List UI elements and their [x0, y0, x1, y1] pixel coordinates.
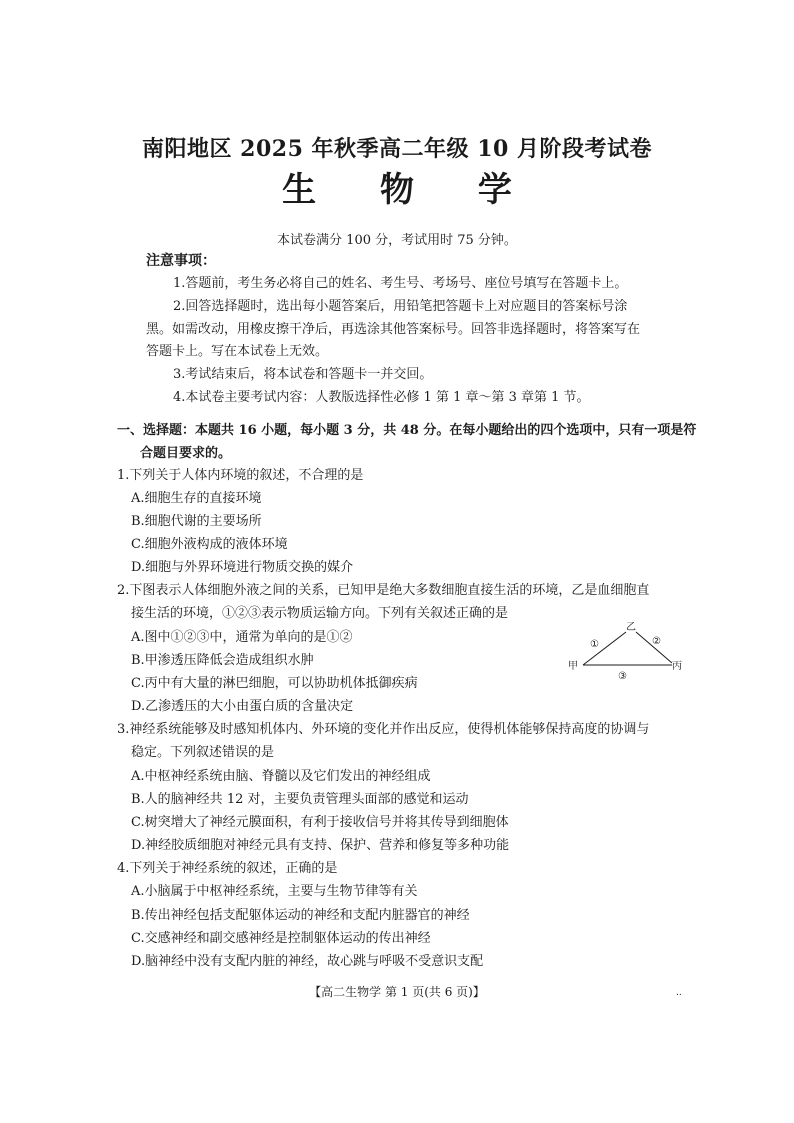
diagram-label-top: 乙 [626, 622, 636, 633]
question-4-stem: 4.下列关于神经系统的叙述，正确的是 [117, 861, 338, 876]
page-footer: 【高二生物学 第 1 页(共 6 页)】 [309, 985, 485, 999]
question-2-option-a: A.图中①②③中，通常为单向的是①② [131, 630, 353, 645]
question-3-option-a: A.中枢神经系统由脑、脊髓以及它们发出的神经组成 [131, 769, 431, 784]
diagram-arrow-1: ① [590, 639, 599, 650]
question-3-option-d: D.神经胶质细胞对神经元具有支持、保护、营养和修复等多种功能 [131, 838, 510, 853]
question-4-option-d: D.脑神经中没有支配内脏的神经，故心跳与呼吸不受意识支配 [131, 954, 484, 969]
notice-line: 1.答题前，考生务必将自己的姓名、考生号、考场号、座位号填写在答题卡上。 [173, 276, 628, 291]
question-4-option-c: C.交感神经和副交感神经是控制躯体运动的传出神经 [131, 931, 431, 946]
diagram-label-right: 丙 [672, 661, 682, 672]
notice-line: 3.考试结束后，将本试卷和答题卡一并交回。 [173, 367, 433, 382]
question-2-stem-cont: 接生活的环境，①②③表示物质运输方向。下列有关叙述正确的是 [131, 606, 509, 621]
notice-line: 黑。如需改动，用橡皮擦干净后，再选涂其他答案标号。回答非选择题时，将答案写在 [146, 322, 641, 337]
notice-line: 答题卡上。写在本试卷上无效。 [146, 344, 329, 359]
diagram-label-left: 甲 [568, 661, 578, 672]
question-3-stem-cont: 稳定。下列叙述错误的是 [131, 745, 275, 760]
notice-heading: 注意事项： [146, 253, 216, 269]
question-2-option-d: D.乙渗透压的大小由蛋白质的含量决定 [131, 699, 354, 714]
notice-line: 2.回答选择题时，选出每小题答案后，用铅笔把答题卡上对应题目的答案标号涂 [173, 299, 628, 314]
diagram-arrow-3: ③ [618, 671, 627, 682]
question-3-option-c: C.树突增大了神经元膜面积，有利于接收信号并将其传导到细胞体 [131, 815, 509, 830]
section-heading: 一、选择题：本题共 16 小题，每小题 3 分，共 48 分。在每小题给出的四个选项中，只有一项是符 [117, 423, 697, 438]
question-1-option-a: A.细胞生存的直接环境 [131, 491, 262, 506]
question-1-option-d: D.细胞与外界环境进行物质交换的媒介 [131, 560, 354, 575]
question-3-option-b: B.人的脑神经共 12 对，主要负责管理头面部的感觉和运动 [131, 792, 469, 807]
question-1-stem: 1.下列关于人体内环境的叙述，不合理的是 [117, 468, 364, 483]
footer-mark: .. [676, 988, 682, 998]
exam-info: 本试卷满分 100 分，考试用时 75 分钟。 [277, 233, 517, 248]
body-fluid-diagram [568, 618, 688, 688]
question-4-option-b: B.传出神经包括支配躯体运动的神经和支配内脏器官的神经 [131, 908, 470, 923]
subject-title: 生 物 学 [282, 170, 538, 210]
question-1-option-c: C.细胞外液构成的液体环境 [131, 537, 288, 552]
diagram-arrow-2: ② [652, 636, 661, 647]
question-3-stem: 3.神经系统能够及时感知机体内、外环境的变化并作出反应，使得机体能够保持高度的协调与 [117, 722, 650, 737]
question-2-stem: 2.下图表示人体细胞外液之间的关系，已知甲是绝大多数细胞直接生活的环境，乙是血细胞直 [117, 583, 650, 598]
section-heading-cont: 合题目要求的。 [140, 446, 232, 461]
question-4-option-a: A.小脑属于中枢神经系统，主要与生物节律等有关 [131, 884, 418, 899]
notice-line: 4.本试卷主要考试内容：人教版选择性必修 1 第 1 章～第 3 章第 1 节。 [173, 390, 590, 405]
question-1-option-b: B.细胞代谢的主要场所 [131, 514, 262, 529]
exam-title: 南阳地区 2025 年秋季高二年级 10 月阶段考试卷 [142, 136, 652, 162]
question-2-option-c: C.丙中有大量的淋巴细胞，可以协助机体抵御疾病 [131, 676, 418, 691]
question-2-option-b: B.甲渗透压降低会造成组织水肿 [131, 653, 314, 668]
